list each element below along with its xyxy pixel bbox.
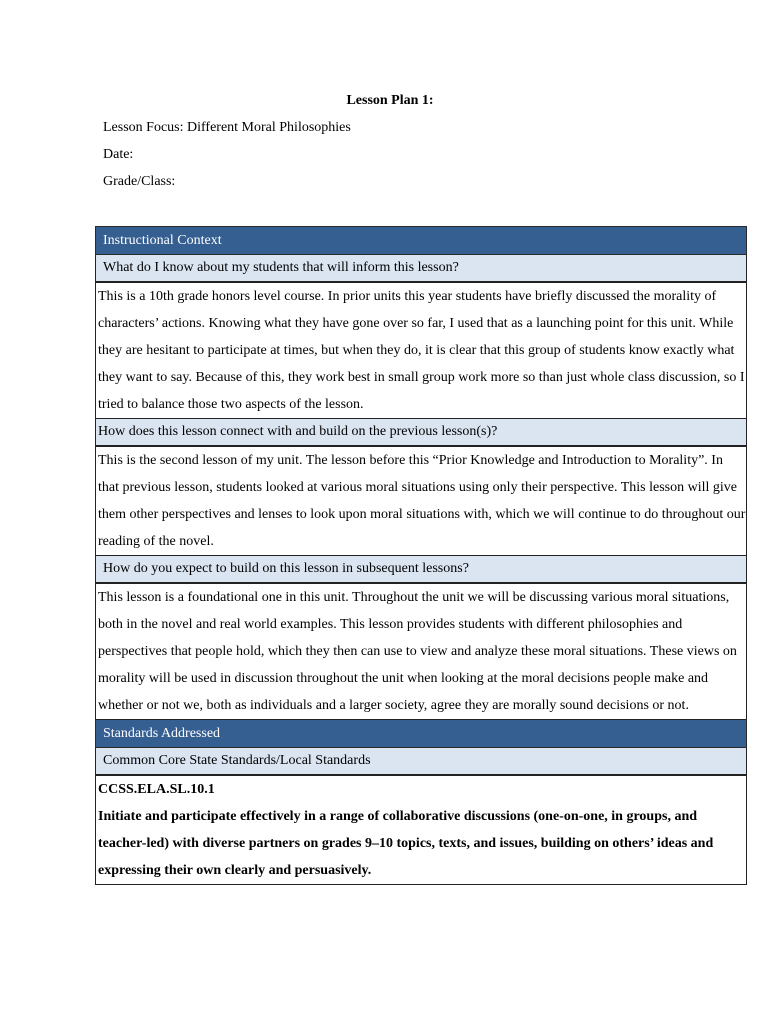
section-heading: Instructional Context (96, 227, 747, 255)
page-title: Lesson Plan 1: (346, 93, 434, 108)
answer-row (96, 583, 747, 720)
standards-subheading: Common Core State Standards/Local Standards (96, 748, 747, 776)
question-students: What do I know about my students that will inform this lesson? (96, 255, 747, 283)
answer-students: This is a 10th grade honors level course. In prior units this year students have briefly discussed the morality of characters’ actions. Knowing what they have gone over so far, I used that as a launching point for this unit. While they are hesitant to participate at times, but when they do, it is clear that this group of students know exactly what they want to say. Because of this, they work best in small group work more so than just whole class discussion, so I tried to balance those two aspects of the lesson. (96, 282, 747, 419)
standard-text: Initiate and participate effectively in a range of collaborative discussions (one-on-one, in groups, and teacher-led) with diverse partners on grades 9–10 topics, texts, and issues, building on others’ ideas and expressing their own clearly and persuasively. (98, 809, 714, 878)
answer-row (96, 282, 747, 419)
standards-header (96, 720, 747, 748)
standard-row (96, 775, 747, 885)
question-row (96, 556, 747, 584)
grade-class-label: Grade/Class: (103, 174, 176, 189)
standard-cell (96, 775, 747, 885)
answer-subsequent-lessons: This lesson is a foundational one in this unit. Throughout the unit we will be discussing various moral situations, both in the novel and real world examples. This lesson provides students with different philosophies and perspectives that people hold, which they then can use to view and analyze these moral situations. These views on morality will be used in discussion throughout the unit when looking at the moral decisions people make and whether or not we, both as individuals and a larger society, agree they are morally sound decisions or not. (96, 583, 747, 720)
instructional-context-header (96, 227, 747, 255)
section-heading: Standards Addressed (96, 720, 747, 748)
answer-row (96, 446, 747, 556)
lesson-plan-table (95, 226, 747, 885)
question-row (96, 255, 747, 283)
standard-code: CCSS.ELA.SL.10.1 (98, 782, 215, 797)
question-row (96, 419, 747, 447)
date-label: Date: (103, 147, 134, 162)
lesson-focus: Lesson Focus: Different Moral Philosophies (103, 120, 351, 135)
answer-previous-lessons: This is the second lesson of my unit. The lesson before this “Prior Knowledge and Introduction to Morality”. In that previous lesson, students looked at various moral situations using only their perspective. This lesson will give them other perspectives and lenses to look upon moral situations with, which we will continue to do throughout our reading of the novel. (96, 446, 747, 556)
question-subsequent-lessons: How do you expect to build on this lesson in subsequent lessons? (96, 556, 747, 584)
question-previous-lessons: How does this lesson connect with and build on the previous lesson(s)? (96, 419, 747, 447)
standards-subheading-row (96, 748, 747, 776)
